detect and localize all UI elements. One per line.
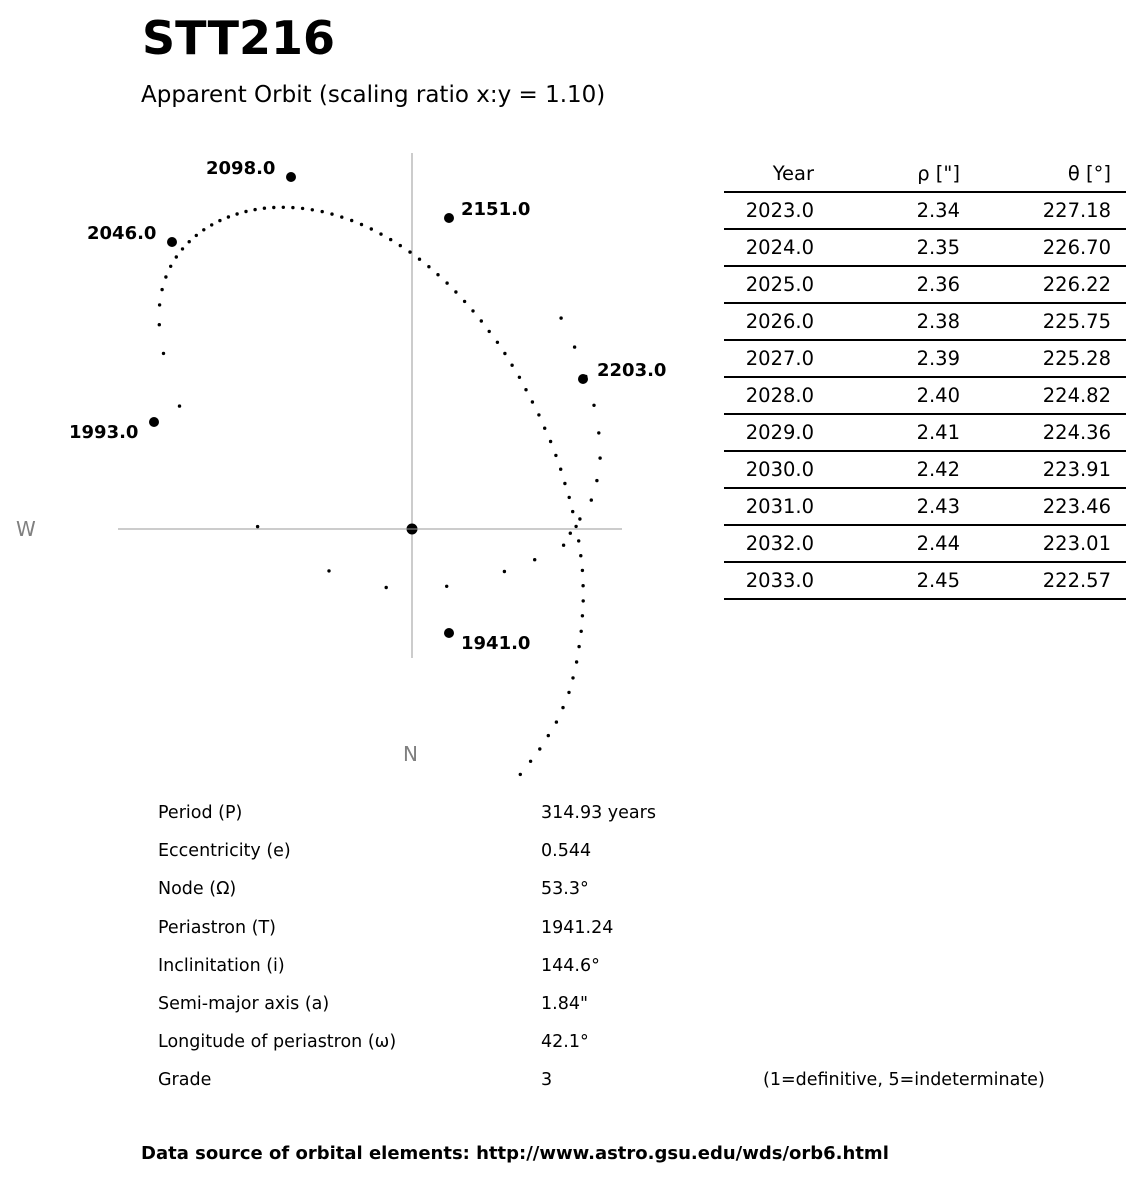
orbit-marker-label: 1941.0 xyxy=(461,633,531,654)
header-rho: ρ ["] xyxy=(814,156,960,192)
orbit-dot xyxy=(340,215,343,218)
orbit-dot xyxy=(291,206,294,209)
cell-theta: 227.18 xyxy=(960,192,1111,229)
cell-theta: 225.75 xyxy=(960,303,1111,340)
cell-pad xyxy=(1111,414,1126,451)
orbit-dot xyxy=(379,232,382,235)
orbit-marker-label: 2151.0 xyxy=(461,199,531,220)
orbit-dot xyxy=(427,265,430,268)
element-value: 53.3° xyxy=(541,879,589,900)
orbit-dot xyxy=(555,720,558,723)
cell-pad xyxy=(1111,377,1126,414)
cell-rho: 2.38 xyxy=(814,303,960,340)
orbit-dot xyxy=(574,525,577,528)
orbit-dot xyxy=(581,584,584,587)
element-value: 1941.24 xyxy=(541,917,614,938)
orbit-dot xyxy=(253,208,256,211)
orbit-dot xyxy=(436,273,439,276)
element-value: 144.6° xyxy=(541,955,600,976)
orbit-dot xyxy=(563,482,566,485)
orbit-dot xyxy=(488,330,491,333)
orbit-dot xyxy=(418,258,421,261)
orbit-dot xyxy=(244,210,247,213)
orbit-dot xyxy=(538,747,541,750)
orbit-marker xyxy=(578,374,588,384)
cell-pad xyxy=(1111,525,1126,562)
cell-year: 2023.0 xyxy=(724,192,814,229)
orbit-dot xyxy=(567,691,570,694)
cell-pad xyxy=(1111,303,1126,340)
orbit-dot xyxy=(581,569,584,572)
orbit-dot xyxy=(581,614,584,617)
cell-rho: 2.35 xyxy=(814,229,960,266)
cell-pad xyxy=(1111,229,1126,266)
orbit-dot xyxy=(578,517,581,520)
cell-pad xyxy=(1111,562,1126,599)
orbit-dot xyxy=(311,208,314,211)
table-row xyxy=(724,488,1126,525)
orbit-dot xyxy=(256,525,259,528)
orbit-marker-label: 1993.0 xyxy=(69,422,139,443)
orbit-dot xyxy=(160,288,163,291)
orbit-marker-label: 2098.0 xyxy=(206,158,276,179)
ephemeris-body xyxy=(724,192,1126,599)
orbit-dot xyxy=(559,316,562,319)
cell-rho: 2.36 xyxy=(814,266,960,303)
orbit-marker xyxy=(149,417,159,427)
cell-rho: 2.34 xyxy=(814,192,960,229)
cell-theta: 226.70 xyxy=(960,229,1111,266)
cell-rho: 2.40 xyxy=(814,377,960,414)
orbit-dot xyxy=(592,404,595,407)
orbit-dot xyxy=(385,586,388,589)
orbit-dot xyxy=(519,773,522,776)
table-row xyxy=(724,562,1126,599)
orbit-dot xyxy=(350,219,353,222)
orbit-dot xyxy=(210,223,213,226)
orbit-dot xyxy=(569,532,572,535)
table-row xyxy=(724,525,1126,562)
cell-year: 2029.0 xyxy=(724,414,814,451)
element-label: Semi-major axis (a) xyxy=(158,993,330,1014)
orbit-dot xyxy=(360,223,363,226)
orbit-dot xyxy=(195,234,198,237)
element-label: Period (P) xyxy=(158,803,243,823)
cell-rho: 2.42 xyxy=(814,451,960,488)
orbit-dot xyxy=(577,539,580,542)
orbit-dot xyxy=(529,760,532,763)
cell-year: 2028.0 xyxy=(724,377,814,414)
element-label: Grade xyxy=(158,1070,212,1091)
element-label: Longitude of periastron (ω) xyxy=(158,1032,397,1053)
cell-theta: 224.82 xyxy=(960,377,1111,414)
cell-year: 2032.0 xyxy=(724,525,814,562)
cell-year: 2027.0 xyxy=(724,340,814,377)
orbit-dot xyxy=(549,440,552,443)
orbit-dot xyxy=(389,238,392,241)
cell-pad xyxy=(1111,192,1126,229)
orbit-dot xyxy=(571,676,574,679)
orbit-dot xyxy=(445,585,448,588)
cell-theta: 226.22 xyxy=(960,266,1111,303)
orbit-plot xyxy=(0,0,700,780)
orbit-dot xyxy=(518,376,521,379)
orbit-dot xyxy=(582,599,585,602)
orbit-dot xyxy=(263,207,266,210)
cell-pad xyxy=(1111,266,1126,303)
orbit-dot xyxy=(510,364,513,367)
orbit-dot xyxy=(169,265,172,268)
ephemeris-table xyxy=(724,156,1126,600)
element-value: 314.93 years xyxy=(541,803,656,823)
orbit-dot xyxy=(533,558,536,561)
element-label: Inclinitation (i) xyxy=(158,955,285,976)
orbit-dot xyxy=(503,570,506,573)
cell-theta: 222.57 xyxy=(960,562,1111,599)
cell-rho: 2.39 xyxy=(814,340,960,377)
cell-rho: 2.44 xyxy=(814,525,960,562)
orbit-dot xyxy=(158,303,161,306)
element-value: 0.544 xyxy=(541,841,592,862)
orbit-dot xyxy=(445,281,448,284)
cell-year: 2026.0 xyxy=(724,303,814,340)
cell-year: 2025.0 xyxy=(724,266,814,303)
orbit-dot xyxy=(454,290,457,293)
cell-theta: 225.28 xyxy=(960,340,1111,377)
orbit-dot xyxy=(559,468,562,471)
orbit-dot xyxy=(227,215,230,218)
header-theta: θ [°] xyxy=(960,156,1111,192)
orbit-dot xyxy=(164,275,167,278)
orbit-dot xyxy=(597,431,600,434)
orbit-dot xyxy=(531,400,534,403)
table-row xyxy=(724,414,1126,451)
orbit-dot xyxy=(399,244,402,247)
orbit-dot xyxy=(577,645,580,648)
orbit-dot xyxy=(408,250,411,253)
cell-pad xyxy=(1111,340,1126,377)
cell-rho: 2.45 xyxy=(814,562,960,599)
chart-subtitle: Apparent Orbit (scaling ratio x:y = 1.10) xyxy=(141,82,606,108)
orbit-marker-label: 2203.0 xyxy=(597,360,667,381)
table-row xyxy=(724,377,1126,414)
orbit-dot xyxy=(543,427,546,430)
orbit-dot xyxy=(178,404,181,407)
table-row xyxy=(724,340,1126,377)
orbit-dot xyxy=(595,479,598,482)
table-row xyxy=(724,229,1126,266)
orbit-dot xyxy=(272,206,275,209)
table-row xyxy=(724,266,1126,303)
orbit-dot xyxy=(480,319,483,322)
table-row xyxy=(724,451,1126,488)
orbit-dot xyxy=(568,496,571,499)
cell-year: 2033.0 xyxy=(724,562,814,599)
orbit-labeled-points xyxy=(69,158,666,654)
orbit-marker xyxy=(444,213,454,223)
table-row xyxy=(724,303,1126,340)
compass-west: W xyxy=(16,517,36,541)
element-value: 1.84" xyxy=(541,993,589,1014)
orbit-dot xyxy=(573,345,576,348)
header-year: Year xyxy=(724,156,814,192)
orbit-dot xyxy=(547,734,550,737)
orbit-dot xyxy=(301,207,304,210)
orbit-dot xyxy=(496,341,499,344)
orbit-dot xyxy=(158,323,161,326)
element-label: Eccentricity (e) xyxy=(158,841,291,862)
cell-rho: 2.41 xyxy=(814,414,960,451)
cell-year: 2030.0 xyxy=(724,451,814,488)
cell-year: 2031.0 xyxy=(724,488,814,525)
orbit-dot xyxy=(235,212,238,215)
header-pad xyxy=(1111,156,1126,192)
orbit-dot xyxy=(537,413,540,416)
cell-pad xyxy=(1111,488,1126,525)
compass-north: N xyxy=(403,742,418,766)
cell-theta: 223.01 xyxy=(960,525,1111,562)
orbit-dot xyxy=(175,255,178,258)
orbit-dot xyxy=(580,630,583,633)
orbit-dot xyxy=(327,569,330,572)
table-row xyxy=(724,192,1126,229)
orbit-dot xyxy=(218,219,221,222)
orbit-dot xyxy=(524,388,527,391)
orbit-dot xyxy=(162,352,165,355)
data-source-note: Data source of orbital elements: http://www.astro.gsu.edu/wds/orb6.html xyxy=(141,1143,889,1164)
orbit-dot xyxy=(561,706,564,709)
orbit-dot xyxy=(579,554,582,557)
orbit-dot xyxy=(463,300,466,303)
element-value: 3 xyxy=(541,1070,553,1091)
orbit-dot xyxy=(503,352,506,355)
cell-theta: 224.36 xyxy=(960,414,1111,451)
orbit-dot xyxy=(321,210,324,213)
orbit-dot xyxy=(202,228,205,231)
orbit-dot xyxy=(571,510,574,513)
page-title: STT216 xyxy=(142,11,335,65)
cell-theta: 223.46 xyxy=(960,488,1111,525)
element-note: (1=definitive, 5=indeterminate) xyxy=(763,1070,1045,1091)
orbit-dot xyxy=(370,227,373,230)
orbit-dot xyxy=(590,498,593,501)
orbit-marker xyxy=(286,172,296,182)
element-label: Periastron (T) xyxy=(158,917,276,938)
orbit-dot xyxy=(471,309,474,312)
ephemeris-header-row xyxy=(724,156,1126,192)
orbit-dot xyxy=(575,660,578,663)
cell-pad xyxy=(1111,451,1126,488)
cell-year: 2024.0 xyxy=(724,229,814,266)
orbit-marker xyxy=(444,628,454,638)
element-value: 42.1° xyxy=(541,1032,589,1053)
orbit-dot xyxy=(562,544,565,547)
orbit-dot xyxy=(330,212,333,215)
orbit-dot xyxy=(282,206,285,209)
cell-theta: 223.91 xyxy=(960,451,1111,488)
orbit-dot xyxy=(598,456,601,459)
cell-rho: 2.43 xyxy=(814,488,960,525)
orbit-marker xyxy=(167,237,177,247)
element-label: Node (Ω) xyxy=(158,879,237,900)
orbit-dot xyxy=(188,240,191,243)
orbit-dots xyxy=(158,206,602,780)
orbit-dot xyxy=(554,454,557,457)
orbit-marker-label: 2046.0 xyxy=(87,223,157,244)
orbit-dot xyxy=(181,247,184,250)
